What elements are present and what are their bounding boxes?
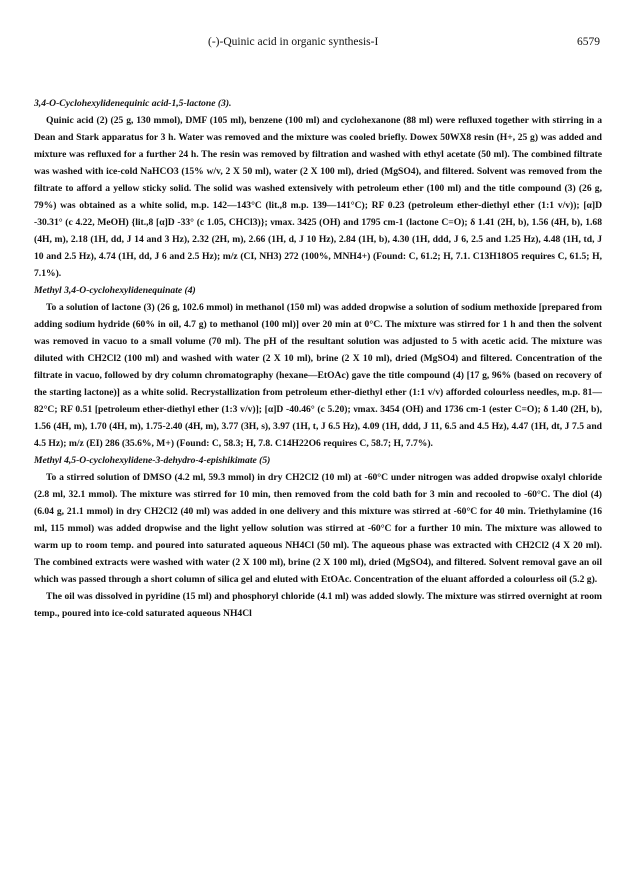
experimental-text [34, 95, 602, 622]
section-title: 3,4-O-Cyclohexylidenequinic acid-1,5-lactone (3). [34, 98, 232, 109]
page-header [0, 36, 624, 52]
paragraph: The oil was dissolved in pyridine (15 ml) and phosphoryl chloride (4.1 ml) was added slowly. The mixture was stirred overnight at room temp., poured into ice-cold saturated aqueous NH4Cl [34, 591, 602, 619]
running-title: (-)-Quinic acid in organic synthesis-I [208, 36, 379, 48]
page-number: 6579 [577, 36, 600, 48]
paragraph: To a solution of lactone (3) (26 g, 102.6 mmol) in methanol (150 ml) was added dropwise a solution of sodium methoxide [prepared from adding sodium hydride (60% in oil, 4.7 g) to methanol (100 ml)] over 20 min at 0°C. The mixture was stirred for 1 h and then the solvent was removed in vacuo to a small volume (70 ml). The pH of the resultant solution was adjusted to 5 with acetic acid. The mixture was diluted with CH2Cl2 (100 ml) and washed with water (2 X 10 ml), brine (2 X 10 ml), dried (MgSO4) and filtered. Concentration of the filtrate in vacuo, followed by dry column chromatography (hexane—EtOAc) gave the title compound (4) [17 g, 96% (based on recovery of the starting lactone)] as a white solid. Recrystallization from petroleum ether-diethyl ether (1:1 v/v) afforded colourless needles, m.p. 81—82°C; RF 0.51 [petroleum ether-diethyl ether (1:3 v/v)]; [α]D -40.46° (c 5.20); νmax. 3454 (OH) and 1736 cm-1 (ester C=O); δ 1.40 (2H, b), 1.56 (4H, m), 1.70 (4H, m), 1.75-2.40 (4H, m), 3.77 (3H, s), 3.97 (1H, t, J 6.5 Hz), 4.09 (1H, ddd, J 11, 6.5 and 4.5 Hz), 4.47 (1H, dt, J 7.5 and 4.5 Hz); m/z (EI) 286 (35.6%, M+) (Found: C, 58.3; H, 7.8. C14H22O6 requires C, 58.7; H, 7.7%). [34, 302, 602, 449]
section-title: Methyl 3,4-O-cyclohexylidenequinate (4) [34, 285, 196, 296]
paragraph: To a stirred solution of DMSO (4.2 ml, 59.3 mmol) in dry CH2Cl2 (10 ml) at -60°C under nitrogen was added dropwise oxalyl chloride (2.8 ml, 32.1 mmol). The mixture was stirred for 10 min, then removed from the cold bath for 3 min and recooled to -60°C. The diol (4) (6.04 g, 21.1 mmol) in dry CH2Cl2 (40 ml) was added in one delivery and this mixture was stirred at -60°C for 40 min. Triethylamine (16 ml, 115 mmol) was added dropwise and the light yellow solution was stirred at -60°C for a further 10 min. The mixture was allowed to warm up to room temp. and poured into saturated aqueous NH4Cl (50 ml). The aqueous phase was extracted with CH2Cl2 (4 X 20 ml). The combined extracts were washed with water (2 X 100 ml), brine (2 X 100 ml), dried (MgSO4), and filtered. Solvent removal gave an oil which was passed through a short column of silica gel and eluted with EtOAc. Concentration of the eluant afforded a colourless oil (5.2 g). [34, 472, 602, 585]
section-title: Methyl 4,5-O-cyclohexylidene-3-dehydro-4-epishikimate (5) [34, 455, 271, 466]
paragraph: Quinic acid (2) (25 g, 130 mmol), DMF (105 ml), benzene (100 ml) and cyclohexanone (88 ml) were refluxed together with stirring in a Dean and Stark apparatus for 3 h. Water was removed and the mixture was cooled briefly. Dowex 50WX8 resin (H+, 25 g) was added and mixture was refluxed for a further 24 h. The resin was removed by filtration and washed with ethyl acetate (50 ml). The combined filtrate was washed with ice-cold NaHCO3 (15% w/v, 2 X 50 ml), water (2 X 100 ml), dried (MgSO4), and filtered. Solvent was removed from the filtrate to afford a yellow sticky solid. The solid was washed extensively with petroleum ether (100 ml) and the title compound (3) (26 g, 79%) was obtained as a white solid, m.p. 142—143°C (lit.,8 m.p. 139—141°C); RF 0.23 (petroleum ether-diethyl ether (1:1 v/v)); [α]D -30.31° (c 4.22, MeOH) {lit.,8 [α]D -33° (c 1.05, CHCl3)}; νmax. 3425 (OH) and 1795 cm-1 (lactone C=O); δ 1.41 (2H, b), 1.56 (4H, b), 1.68 (4H, m), 2.18 (1H, dd, J 14 and 3 Hz), 2.32 (2H, m), 2.66 (1H, d, J 10 Hz), 2.84 (1H, b), 4.30 (1H, ddd, J 6, 2.5 and 1.25 Hz), 4.48 (1H, td, J 10 and 2.5 Hz), 4.74 (1H, dd, J 6 and 2.5 Hz); m/z (CI, NH3) 272 (100%, MNH4+) (Found: C, 61.2; H, 7.1. C13H18O5 requires C, 61.5; H, 7.1%). [34, 115, 602, 279]
